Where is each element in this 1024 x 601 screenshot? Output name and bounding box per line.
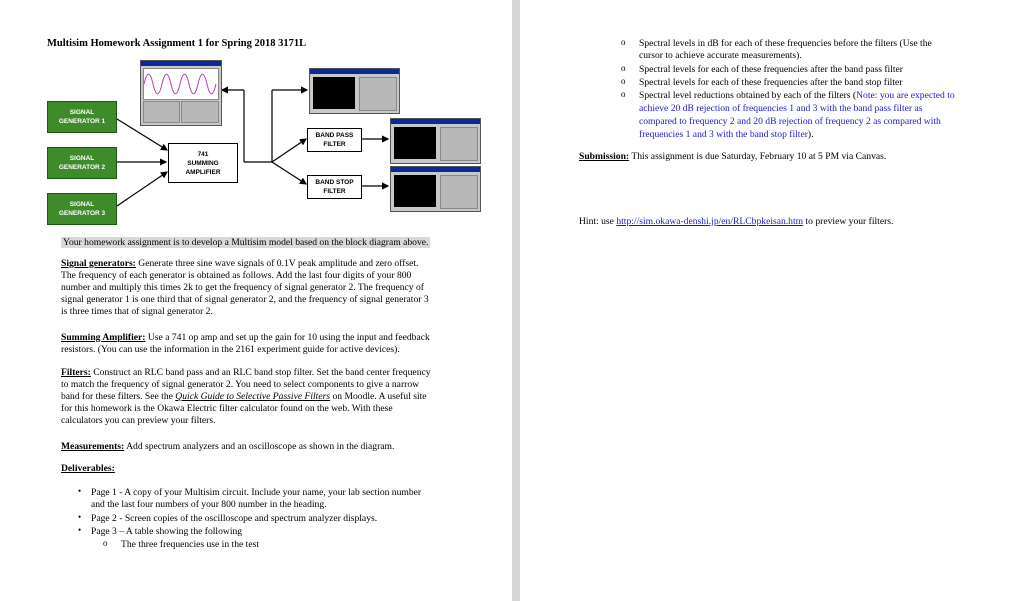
- note-line: achieve 20 dB rejection of frequencies 1 and 3 with the band pass filter as: [639, 103, 923, 114]
- hollow-bullet-icon: o: [621, 89, 626, 99]
- summing-amplifier-block: 741 SUMMING AMPLIFIER: [168, 143, 238, 183]
- hollow-bullet-icon: o: [621, 63, 626, 73]
- signal-generators-paragraph: Signal generators: Generate three sine wave signals of 0.1V peak amplitude and zero offset.: [61, 258, 419, 269]
- bullet-icon: •: [78, 525, 82, 535]
- list-item: cursor to achieve accurate measurements).: [639, 50, 802, 61]
- hint-paragraph: Hint: use http://sim.okawa-denshi.jp/en/RLCbpkeisan.htm to preview your filters.: [579, 216, 894, 227]
- filters-paragraph: Filters: Construct an RLC band pass and an RLC band stop filter. Set the band center frequency: [61, 367, 431, 378]
- sine-wave-trace: [143, 68, 219, 100]
- hollow-bullet-icon: o: [621, 76, 626, 86]
- spectrum-analyzer-top: [309, 68, 400, 114]
- paragraph-line: for this homework is the Okawa Electric filter calculator found on the web. With these: [61, 403, 393, 414]
- signal-generator-1-block: SIGNAL GENERATOR 1: [47, 101, 117, 133]
- paragraph-line: signal generator 1 is one third that of signal generator 2, and the frequency of signal generator 3: [61, 294, 429, 305]
- document-heading: Multisim Homework Assignment 1 for Spring 2018 3171L: [47, 38, 307, 49]
- list-item: Page 3 – A table showing the following: [91, 526, 243, 537]
- bullet-icon: •: [78, 486, 82, 496]
- document-page-2: [520, 0, 1024, 601]
- paragraph-line: is three times that of signal generator 2.: [61, 306, 213, 317]
- spectrum-analyzer-bandstop: [390, 166, 481, 212]
- summing-amplifier-paragraph: Summing Amplifier: Use a 741 op amp and set up the gain for 10 using the input and feedback: [61, 332, 430, 343]
- hollow-bullet-icon: o: [621, 37, 626, 47]
- list-item: Spectral levels in dB for each of these frequencies before the filters (Use the: [639, 38, 932, 49]
- paragraph-line: to match the frequency of signal generator 2. You need to select components to give a narrow: [61, 379, 420, 390]
- paragraph-line: band for these filters. See the Quick Guide to Selective Passive Filters on Moodle. A useful site: [61, 391, 427, 402]
- list-item: Spectral level reductions obtained by each of the filters (Note: you are expected to: [639, 90, 955, 101]
- oscilloscope-window: [140, 60, 222, 126]
- submission-paragraph: Submission: This assignment is due Saturday, February 10 at 5 PM via Canvas.: [579, 151, 887, 162]
- band-pass-filter-block: BAND PASS FILTER: [307, 128, 362, 152]
- guide-suffix: on Moodle. A useful site: [330, 391, 427, 402]
- list-item: Spectral levels for each of these frequencies after the band stop filter: [639, 77, 903, 88]
- measurements-paragraph: Measurements: Add spectrum analyzers and an oscilloscope as shown in the diagram.: [61, 441, 395, 452]
- signal-generator-2-block: SIGNAL GENERATOR 2: [47, 147, 117, 179]
- band-stop-filter-block: BAND STOP FILTER: [307, 175, 362, 199]
- list-item: Page 2 - Screen copies of the oscilloscope and spectrum analyzer displays.: [91, 513, 378, 524]
- guide-title: Quick Guide to Selective Passive Filters: [175, 391, 331, 402]
- paragraph-line: The frequency of each generator is obtained as follows. Add the last four digits of your 800: [61, 270, 412, 281]
- list-item: Spectral levels for each of these frequencies after the band pass filter: [639, 64, 903, 75]
- paragraph-line: resistors. (You can use the information in the 2161 experiment guide for active devices).: [61, 344, 400, 355]
- intro-paragraph: Your homework assignment is to develop a Multisim model based on the block diagram above.: [63, 237, 429, 248]
- hollow-bullet-icon: o: [103, 538, 108, 548]
- deliverables-heading: Deliverables:: [61, 463, 115, 474]
- paragraph-line: calculators you can preview your filters.: [61, 415, 216, 426]
- signal-generator-3-block: SIGNAL GENERATOR 3: [47, 193, 117, 225]
- okawa-filter-link[interactable]: http://sim.okawa-denshi.jp/en/RLCbpkeisan.htm: [616, 216, 804, 227]
- note-line: compared to frequency 2 and 20 dB rejection of frequency 2 as compared with: [639, 116, 941, 127]
- note-line: frequencies 1 and 3 with the band stop filter).: [639, 129, 814, 140]
- list-item: and the last four numbers of your 800 number in the heading.: [91, 499, 327, 510]
- list-item: The three frequencies use in the test: [121, 539, 259, 550]
- bullet-icon: •: [78, 512, 82, 522]
- spectrum-analyzer-bandpass: [390, 118, 481, 164]
- paragraph-line: number and multiply this times 2k to get the frequency of signal generator 2. The frequency of: [61, 282, 424, 293]
- list-item: Page 1 - A copy of your Multisim circuit. Include your name, your lab section number: [91, 487, 422, 498]
